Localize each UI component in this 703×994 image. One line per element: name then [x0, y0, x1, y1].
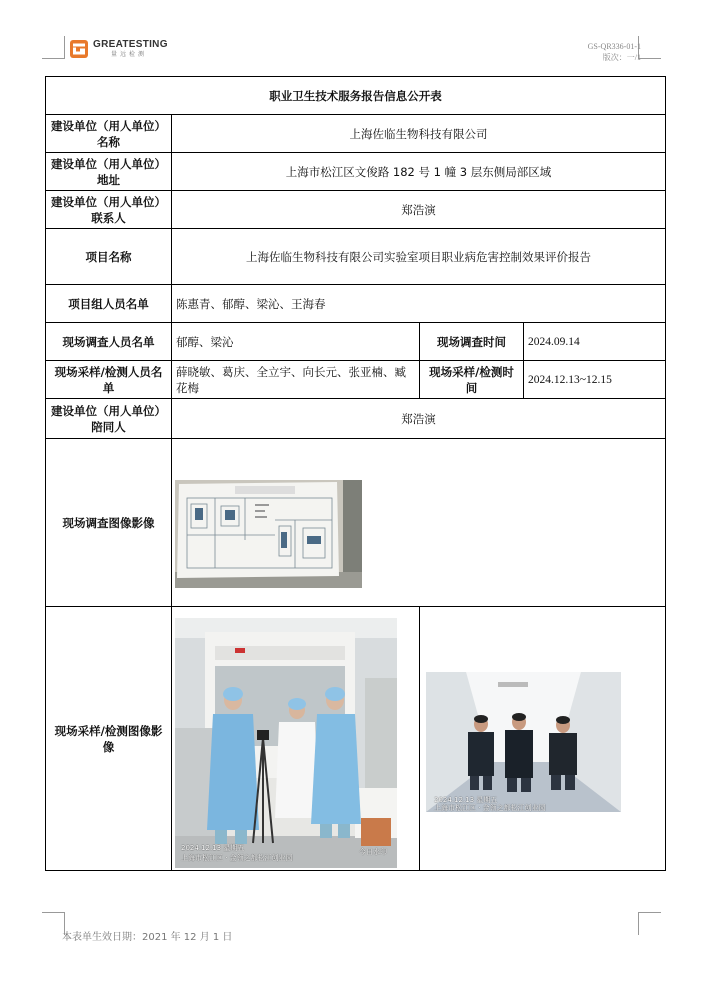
unit-contact-label: 建设单位（用人单位）联系人: [46, 191, 172, 229]
document-version: 版次：一/1: [602, 53, 641, 62]
crop-mark-top-right: [638, 36, 661, 59]
project-name-value: 上海佐临生物科技有限公司实验室项目职业病危害控制效果评价报告: [172, 229, 666, 285]
sampling-images-label: 现场采样/检测图像影像: [46, 607, 172, 871]
logo-subtext: 量远检测: [111, 51, 148, 58]
document-number-block: [588, 41, 641, 63]
unit-name-label: 建设单位（用人单位）名称: [46, 115, 172, 153]
photo1-watermark: 今日水印: [359, 848, 387, 856]
logo-g-icon: [70, 40, 88, 58]
crop-mark-bottom-right: [638, 912, 661, 935]
photo1-location-stamp: 上海市松江区 · 金领之都松江创业园: [181, 854, 293, 862]
sampling-staff-value: 薛晓敏、葛庆、全立宇、向长元、张亚楠、臧花梅: [172, 361, 420, 399]
photo2-location-stamp: 上海市松江区 · 金领之都松江创业园: [434, 804, 546, 812]
document-title: 职业卫生技术服务报告信息公开表: [46, 77, 666, 115]
photo1-date-stamp: 2024.12.13 星期五: [181, 844, 245, 852]
survey-images-label: 现场调查图像影像: [46, 439, 172, 607]
sampling-time-value: 2024.12.13~12.15: [524, 361, 666, 399]
survey-time-value: 2024.09.14: [524, 323, 666, 361]
unit-address-label: 建设单位（用人单位）地址: [46, 153, 172, 191]
effective-date-footer: 本表单生效日期：2021 年 12 月 1 日: [62, 932, 233, 943]
unit-name-value: 上海佐临生物科技有限公司: [172, 115, 666, 153]
survey-staff-label: 现场调查人员名单: [46, 323, 172, 361]
survey-time-label: 现场调查时间: [420, 323, 524, 361]
corridor-group-photo: [426, 672, 621, 812]
escort-value: 郑浩演: [172, 399, 666, 439]
company-logo: [70, 40, 168, 58]
unit-address-value: 上海市松江区文俊路 182 号 1 幢 3 层东侧局部区域: [172, 153, 666, 191]
document-number: GS-QR336-01-1: [587, 42, 641, 51]
project-name-label: 项目名称: [46, 229, 172, 285]
survey-staff-value: 郁醇、梁沁: [172, 323, 420, 361]
sampling-time-label: 现场采样/检测时间: [420, 361, 524, 399]
team-label: 项目组人员名单: [46, 285, 172, 323]
escort-label: 建设单位（用人单位）陪同人: [46, 399, 172, 439]
fume-hood-sampling-photo: [175, 618, 397, 868]
photo2-date-stamp: 2024.12.13 星期五: [434, 796, 498, 804]
unit-contact-value: 郑浩演: [172, 191, 666, 229]
floor-plan-photo: [175, 480, 362, 588]
team-value: 陈惠青、郁醇、梁沁、王海春: [172, 285, 666, 323]
crop-mark-top-left: [42, 36, 65, 59]
logo-text: GREATESTING: [93, 39, 168, 50]
sampling-staff-label: 现场采样/检测人员名单: [46, 361, 172, 399]
